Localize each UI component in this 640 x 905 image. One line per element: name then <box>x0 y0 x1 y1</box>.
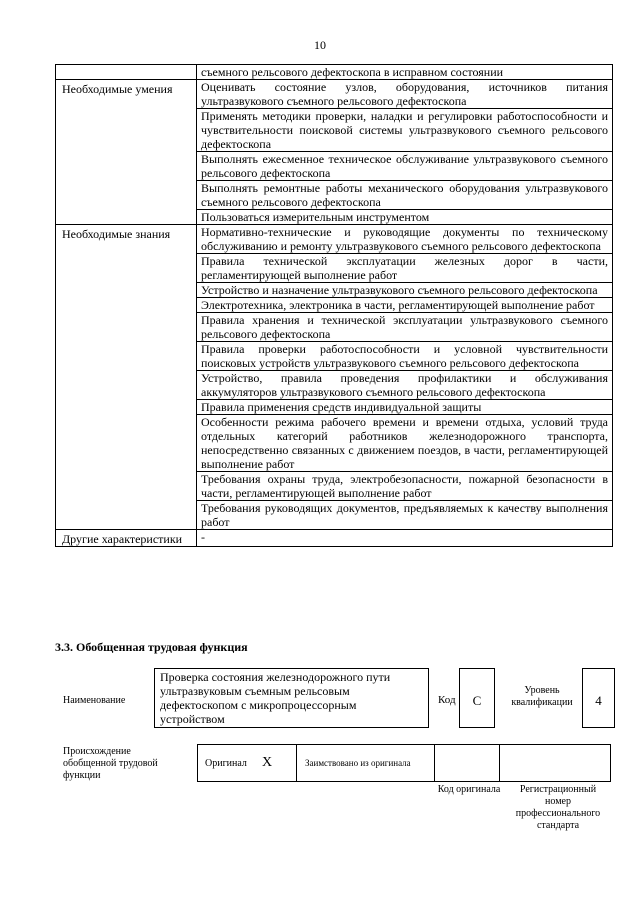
skill-item: Выполнять ремонтные работы механического оборудования ультразвукового съемного рельсового дефектоскопа <box>197 181 613 210</box>
skill-item: Выполнять ежесменное техническое обслуживание ультразвукового съемного рельсового дефектоскопа <box>197 152 613 181</box>
origin-table <box>197 744 611 782</box>
name-label: Наименование <box>63 695 126 706</box>
skills-knowledge-table <box>55 64 613 547</box>
knowledge-item: Особенности режима рабочего времени и времени отдыха, условий труда отдельных категорий работников железнодорожного транспорта, непосредственно связанных с движением поездов, в части, регламентирующей выполнение работ <box>197 415 613 472</box>
qualification-level-label: Уровень квалификации <box>511 685 573 708</box>
knowledge-item: Правила технической эксплуатации железных дорог в части, регламентирующей выполнение работ <box>197 254 613 283</box>
knowledge-item: Правила проверки работоспособности и условной чувствительности поисковых устройств ультразвукового съемного рельсового дефектоскопа <box>197 342 613 371</box>
knowledge-item: Устройство и назначение ультразвукового съемного рельсового дефектоскопа <box>197 283 613 298</box>
code-value: C <box>459 668 495 728</box>
code-label: Код <box>438 694 456 706</box>
empty-label-cell <box>56 65 197 80</box>
borrowed-label: Заимствовано из оригинала <box>305 758 411 768</box>
original-cell <box>198 745 297 781</box>
knowledge-item: Правила применения средств индивидуальной защиты <box>197 400 613 415</box>
knowledge-item: Требования охраны труда, электробезопасности, пожарной безопасности в части, регламентирующей выполнение работ <box>197 472 613 501</box>
knowledge-item: Нормативно-технические и руководящие документы по техническому обслуживанию и ремонту ультразвукового съемного рельсового дефектоскопа <box>197 225 613 254</box>
function-name-row <box>0 668 640 732</box>
knowledge-item: Устройство, правила проведения профилактики и обслуживания аккумуляторов ультразвукового съемного рельсового дефектоскопа <box>197 371 613 400</box>
knowledge-item: Правила хранения и технической эксплуатации ультразвукового съемного рельсового дефектоскопа <box>197 313 613 342</box>
origin-label: Происхождение обобщенной трудовой функции <box>63 746 158 781</box>
other-characteristics-label: Другие характеристики <box>56 530 197 547</box>
original-label: Оригинал <box>205 758 247 769</box>
borrowed-cell <box>297 745 435 781</box>
skill-item: Применять методики проверки, наладки и регулировки работоспособности и чувствительности поисковой системы ультразвукового съемного рельсового дефектоскопа <box>197 109 613 152</box>
name-value: Проверка состояния железнодорожного пути ультразвуковым съемным рельсовым дефектоскопом с микропроцессорным устройством <box>154 668 429 728</box>
knowledge-item: Электротехника, электроника в части, регламентирующей выполнение работ <box>197 298 613 313</box>
reg-number-cell <box>500 745 610 781</box>
original-mark: X <box>262 755 273 770</box>
page-number: 10 <box>314 38 326 52</box>
reg-number-caption: Регистрационный номер профессионального стандарта <box>515 784 601 831</box>
section-title: 3.3. Обобщенная трудовая функция <box>55 640 248 654</box>
skill-item: Пользоваться измерительным инструментом <box>197 210 613 225</box>
knowledge-item: Требования руководящих документов, предъявляемых к качеству выполнения работ <box>197 501 613 530</box>
continuation-text: съемного рельсового дефектоскопа в исправном состоянии <box>197 65 613 80</box>
origin-code-caption: Код оригинала <box>437 784 501 795</box>
skill-item: Оценивать состояние узлов, оборудования, источников питания ультразвукового съемного рельсового дефектоскопа <box>197 80 613 109</box>
skills-label: Необходимые умения <box>56 80 197 225</box>
other-characteristics-value: - <box>197 530 613 547</box>
origin-code-cell <box>435 745 500 781</box>
knowledge-label: Необходимые знания <box>56 225 197 530</box>
qualification-level-value: 4 <box>582 668 615 728</box>
